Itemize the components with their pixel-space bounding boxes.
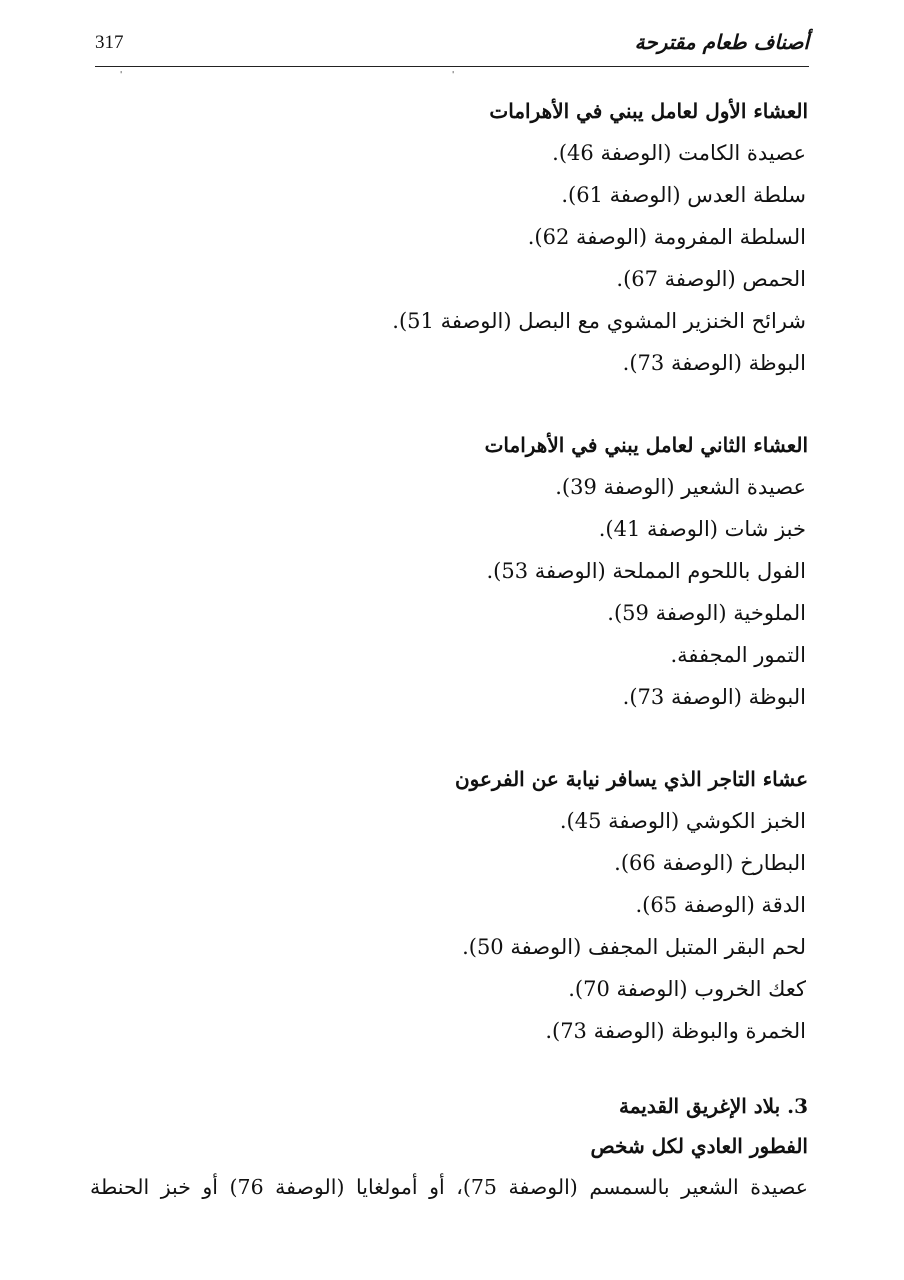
menu-item-list [88, 466, 808, 718]
menu-item: لحم البقر المتبل المجفف (الوصفة 50). [462, 935, 806, 959]
menu-item: الخمرة والبوظة (الوصفة 73). [545, 1019, 806, 1043]
menu-item: الحمص (الوصفة 67). [616, 267, 806, 291]
menu-item: البوظة (الوصفة 73). [622, 351, 806, 375]
header-rule [95, 66, 809, 67]
menu-item: خبز شات (الوصفة 41). [598, 517, 806, 541]
menu-item-list [88, 132, 808, 384]
chapter-heading: 3. بلاد الإغريق القديمة [619, 1094, 808, 1118]
body-paragraph: عصيدة الشعير بالسمسم (الوصفة 75)، أو أمولغايا (الوصفة 76) أو خبز الحنطة [90, 1175, 808, 1199]
running-title: أصناف طعام مقترحة [634, 30, 809, 54]
header-tick-mark: ' [120, 70, 123, 79]
menu-item: التمور المجففة. [670, 643, 806, 667]
menu-item: البوظة (الوصفة 73). [622, 685, 806, 709]
menu-item: الدقة (الوصفة 65). [635, 893, 806, 917]
menu-section [88, 424, 808, 718]
menu-item-list [88, 800, 808, 1052]
menu-item: عصيدة الشعير (الوصفة 39). [555, 475, 806, 499]
section-title: العشاء الثاني لعامل يبني في الأهرامات [484, 433, 808, 457]
menu-item: الفول باللحوم المملحة (الوصفة 53). [486, 559, 806, 583]
menu-item: سلطة العدس (الوصفة 61). [561, 183, 806, 207]
section-title: عشاء التاجر الذي يسافر نيابة عن الفرعون [454, 767, 808, 791]
menu-item: الخبز الكوشي (الوصفة 45). [559, 809, 806, 833]
menu-item: الملوخية (الوصفة 59). [607, 601, 806, 625]
menu-item: البطارخ (الوصفة 66). [614, 851, 806, 875]
chapter-section [88, 1086, 808, 1208]
menu-section [88, 758, 808, 1052]
page-number: 317 [95, 32, 124, 53]
page-header [95, 28, 809, 64]
menu-section [88, 90, 808, 384]
page-body [88, 90, 808, 1208]
section-title: العشاء الأول لعامل يبني في الأهرامات [489, 99, 808, 123]
menu-item: السلطة المفرومة (الوصفة 62). [527, 225, 806, 249]
header-tick-mark: ' [452, 70, 455, 79]
subheading: الفطور العادي لكل شخص [590, 1134, 808, 1158]
menu-item: عصيدة الكامت (الوصفة 46). [552, 141, 806, 165]
menu-item: كعك الخروب (الوصفة 70). [568, 977, 806, 1001]
menu-item: شرائح الخنزير المشوي مع البصل (الوصفة 51). [392, 309, 806, 333]
